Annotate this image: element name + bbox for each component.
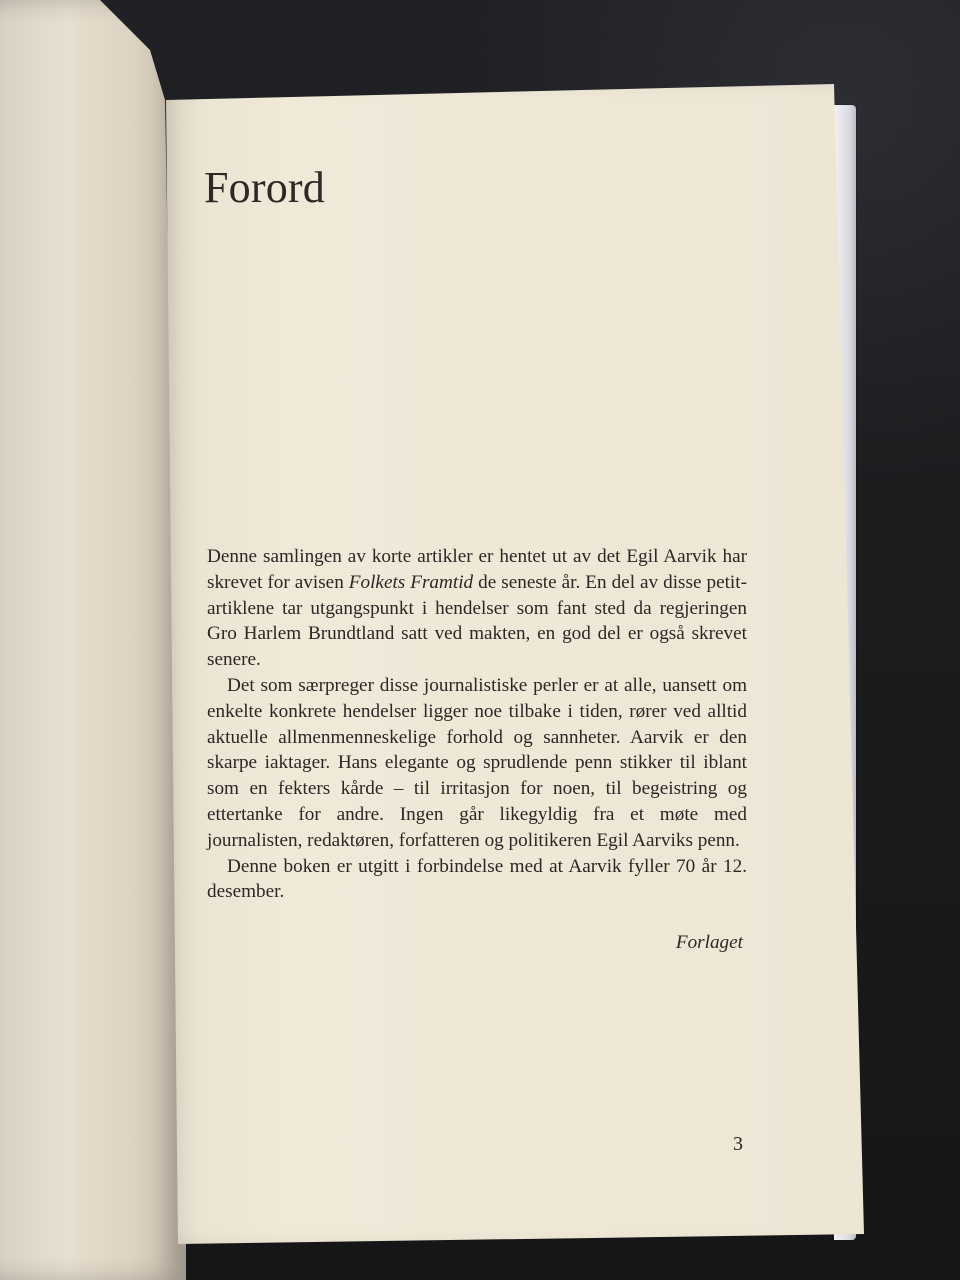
foreword-body	[207, 544, 747, 953]
publisher-signature: Forlaget	[675, 932, 743, 953]
paragraph-1-intro: Denne samlingen av korte artikler er hentet ut av det Egil Aarvik har skrevet for avisen	[207, 546, 747, 593]
paragraph-1-rest: de seneste år. En del av disse petit-artiklene tar utgangspunkt i hendelser som fant sted da regjeringen Gro Harlem Brundtland satt ved makten, en god del er også skrevet senere.	[207, 571, 747, 671]
page-title: Forord	[204, 163, 325, 212]
newspaper-title: Folkets Framtid	[348, 571, 474, 593]
page-number: 3	[733, 1133, 743, 1155]
paragraph-1	[207, 544, 747, 673]
left-page	[0, 0, 186, 1280]
paragraph-2: Det som særpreger disse journalistiske perler er at alle, uansett om enkelte konkrete hendelser ligger noe tilbake i tiden, rører ved alltid aktuelle allmenmenneskelige forhold og sannheter. Aarvik er den skarpe iaktager. Hans elegante og sprudlende penn stikker til iblant som en fekters kårde – til irritasjon for noen, til begeistring og ettertanke for andre. Ingen går likegyldig fra et møte med journalisten, redaktøren, forfatteren og politikeren Egil Aarviks penn.	[207, 674, 747, 851]
paragraph-3: Denne boken er utgitt i forbindelse med at Aarvik fyller 70 år 12. desember.	[207, 855, 747, 903]
